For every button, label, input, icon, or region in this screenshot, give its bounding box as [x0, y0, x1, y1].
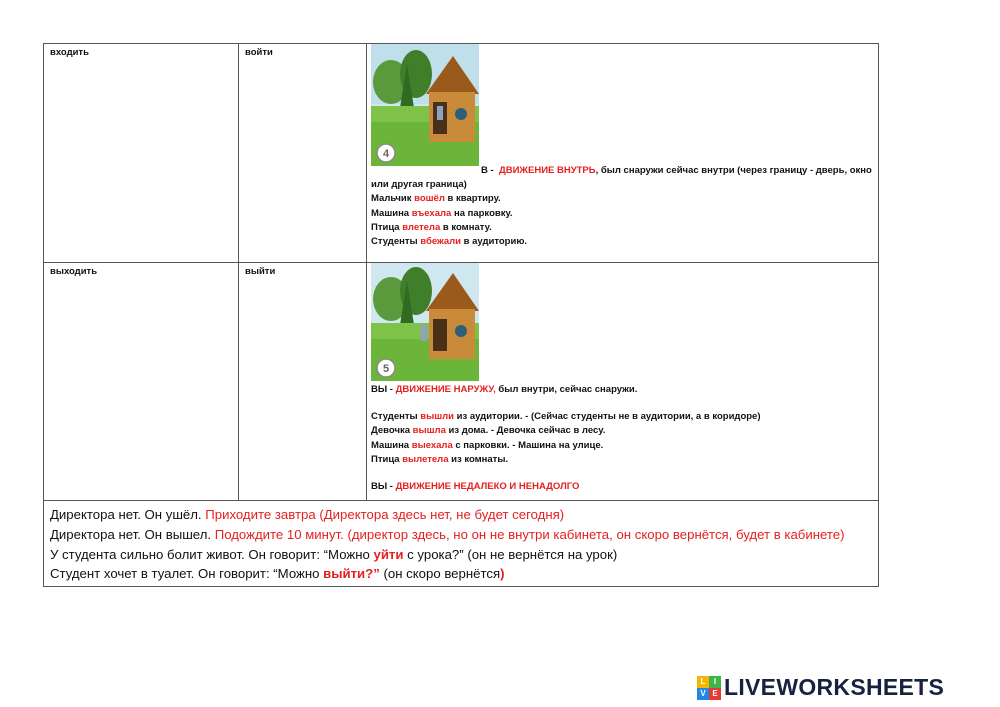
rule-explanation: был внутри, сейчас снаружи. [495, 384, 638, 395]
example-line: Девочка вышла из дома. - Девочка сейчас в лесу. [371, 425, 606, 437]
note-line: Директора нет. Он ушёл. Приходите завтра (Директора здесь нет, не будет сегодня) [50, 507, 565, 522]
usage-notes [44, 501, 851, 586]
notes-row [44, 501, 878, 586]
table-row [44, 44, 878, 263]
prefix-label: В - [481, 165, 494, 176]
rule-description [371, 164, 874, 192]
note-line: У студента сильно болит живот. Он говорит: “Можно уйти с урока?” (он не вернётся на урок) [50, 546, 618, 562]
example-line: Машина въехала на парковку. [371, 207, 513, 219]
imperfective-verb: входить [44, 44, 239, 262]
example-list [371, 192, 874, 249]
example-line: Птица вылетела из комнаты. [371, 453, 509, 465]
rule-headline: ДВИЖЕНИЕ ВНУТРЬ [498, 165, 596, 176]
prefix-label: ВЫ - [371, 481, 393, 493]
note-line: Директора нет. Он вышел. Подождите 10 минут. (директор здесь, но он не внутри кабинета, он скоро вернётся, будет в кабинете) [50, 526, 845, 542]
house-illustration [371, 263, 479, 381]
example-line: Студенты вбежали в аудиторию. [371, 236, 528, 248]
example-line: Машина выехала с парковки. - Машина на улице. [371, 439, 604, 451]
picture-number: 4 [382, 148, 390, 160]
explanation-cell [367, 263, 878, 500]
rule-explanation: , был снаружи сейчас внутри (через границу - дверь, окно или другая граница) [371, 165, 872, 191]
prefix-label: ВЫ - [371, 384, 393, 395]
perfective-verb: войти [239, 44, 367, 262]
example-line: Студенты вышли из аудитории. - (Сейчас студенты не в аудитории, а в коридоре) [371, 411, 761, 423]
example-line: Птица влетела в комнату. [371, 221, 492, 233]
imperfective-verb: выходить [44, 263, 239, 500]
explanation-cell [367, 44, 878, 262]
rule-headline: ДВИЖЕНИЕ НЕДАЛЕКО И НЕНАДОЛГО [395, 481, 580, 493]
example-line: Мальчик вошёл в квартиру. [371, 193, 501, 205]
rule-headline: ДВИЖЕНИЕ НАРУЖУ, [395, 384, 496, 395]
worksheet-table [43, 43, 879, 587]
brand-name: LIVEWORKSHEETS [724, 674, 945, 700]
note-line: Студент хочет в туалет. Он говорит: “Можно выйти?” (он скоро вернётся) [50, 566, 505, 582]
rule-footer [371, 480, 874, 494]
liveworksheets-logo [697, 674, 944, 701]
rule-description [371, 383, 874, 397]
house-illustration [371, 44, 479, 166]
table-row [44, 263, 878, 501]
perfective-verb: выйти [239, 263, 367, 500]
brand-mark-icon: L I V E [697, 676, 721, 700]
example-list [371, 410, 874, 467]
picture-number: 5 [382, 363, 390, 375]
